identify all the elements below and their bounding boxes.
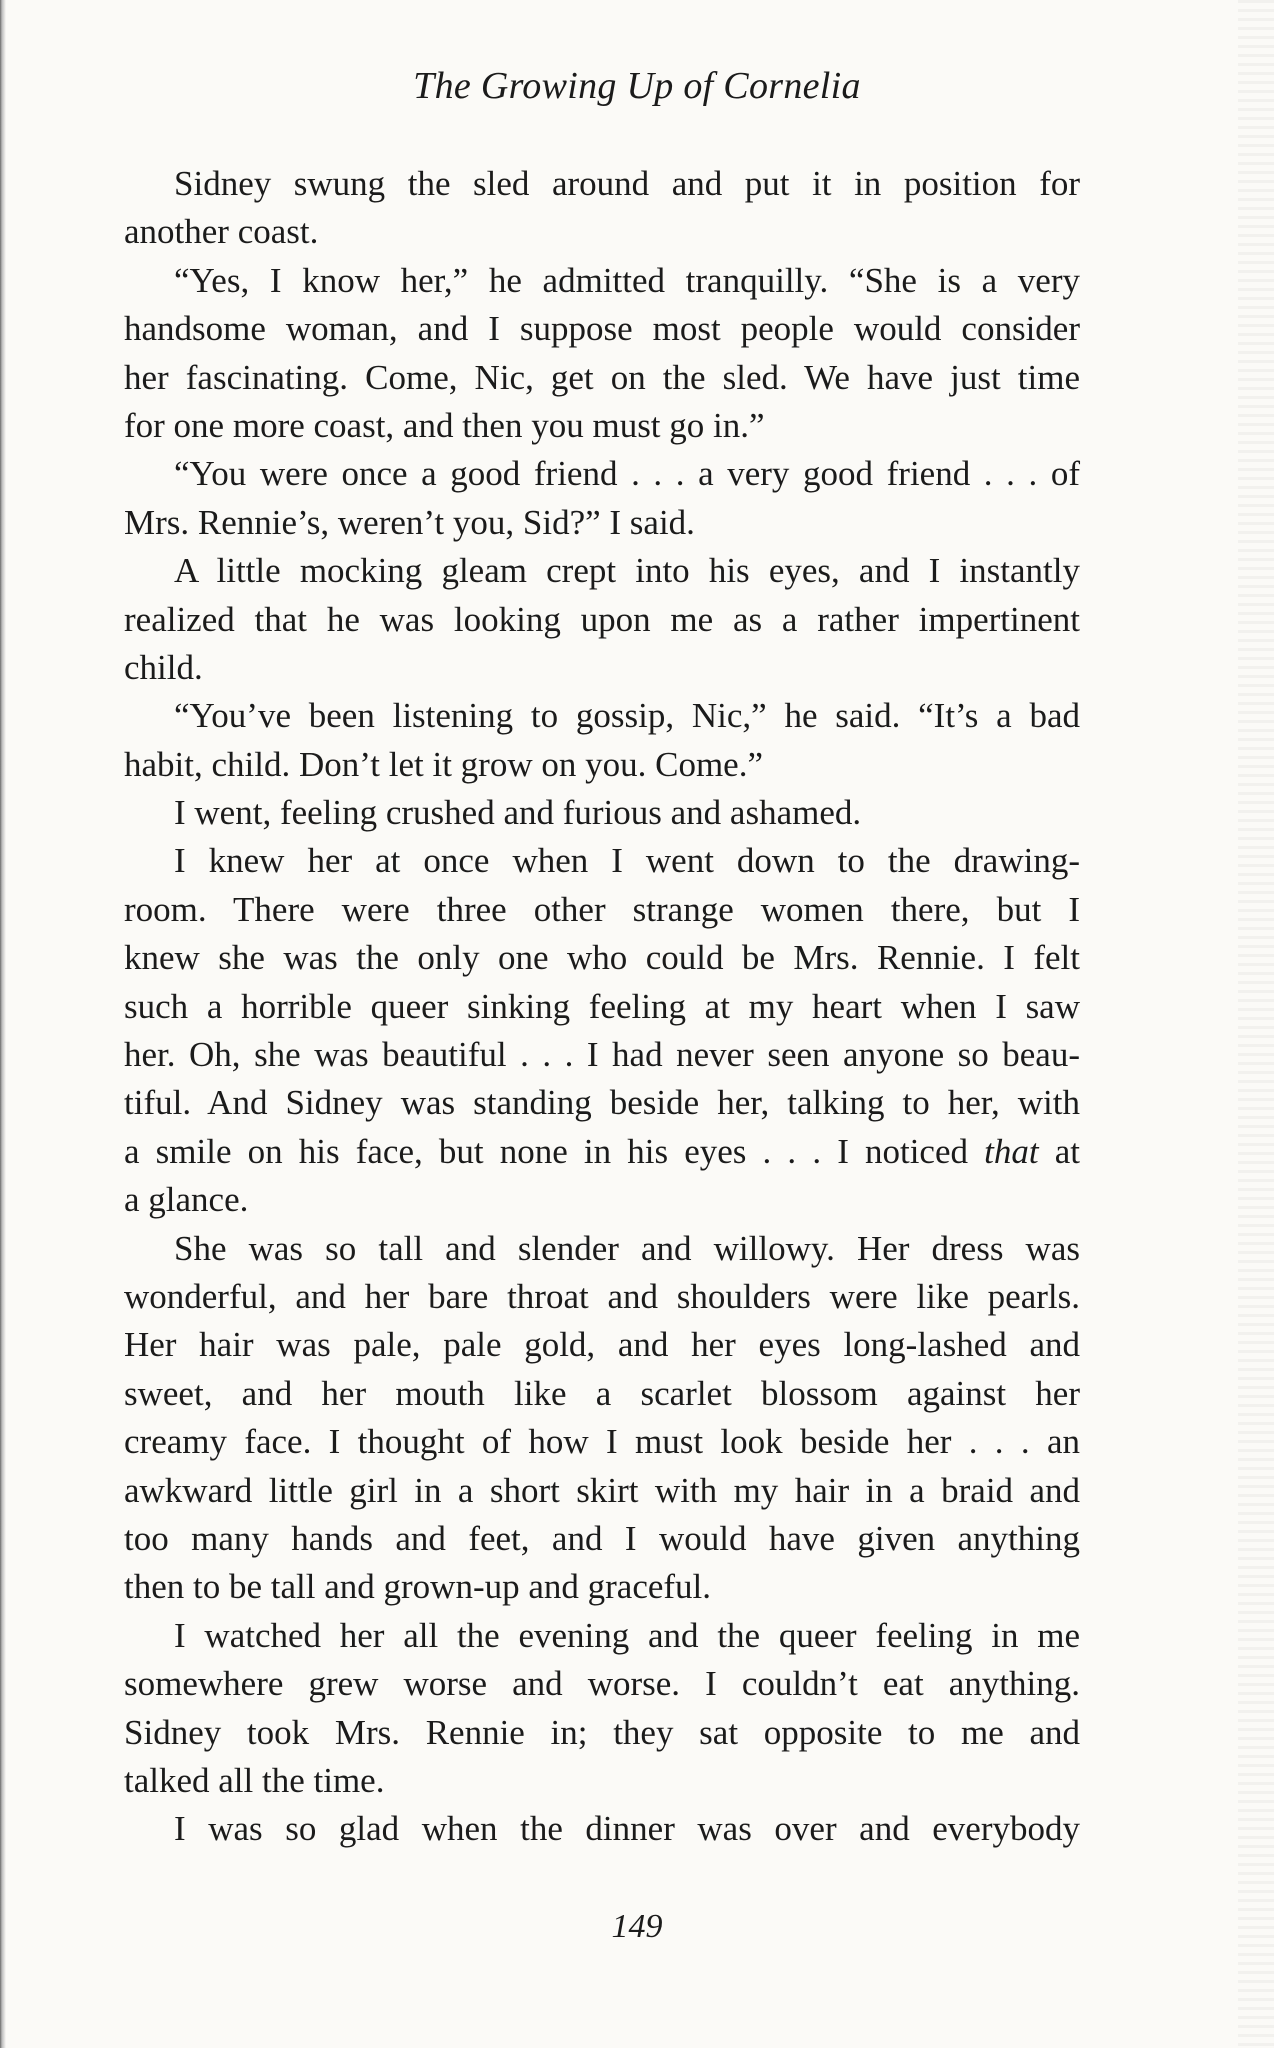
scan-edge-right — [1238, 0, 1274, 2048]
text-line: Mrs. Rennie’s, weren’t you, Sid?” I said. — [124, 502, 695, 542]
text-line: I was so glad when the dinner was over and everybody — [174, 1809, 1080, 1849]
text-line: then to be tall and grown-up and graceful. — [124, 1567, 712, 1607]
text-line: another coast. — [124, 212, 319, 252]
text-line: handsome woman, and I suppose most people would consider — [124, 309, 1080, 349]
text-line: Her hair was pale, pale gold, and her eyes long-lashed and — [124, 1325, 1080, 1365]
text-line: child. — [124, 647, 203, 687]
text-line: such a horrible queer sinking feeling at my heart when I saw — [124, 986, 1080, 1026]
text-line: awkward little girl in a short skirt with my hair in a braid and — [124, 1470, 1080, 1510]
scan-edge-left — [0, 0, 6, 2048]
text-line: talked all the time. — [124, 1760, 385, 1800]
text-line: Sidney swung the sled around and put it in position for — [174, 164, 1080, 203]
text-line: knew she was the only one who could be Mrs. Rennie. I felt — [124, 938, 1080, 978]
text-line: habit, child. Don’t let it grow on you. Come.” — [124, 744, 763, 784]
text-line: I went, feeling crushed and furious and ashamed. — [174, 793, 862, 833]
text-line: A little mocking gleam crept into his eyes, and I instantly — [174, 551, 1080, 591]
text-line: “You were once a good friend . . . a very good friend . . . of — [174, 454, 1080, 494]
body-text — [124, 160, 1080, 1854]
text-line: her. Oh, she was beautiful . . . I had never seen anyone so beau- — [124, 1035, 1080, 1075]
text-line: Sidney took Mrs. Rennie in; they sat opposite to me and — [124, 1712, 1080, 1752]
text-line: wonderful, and her bare throat and shoulders were like pearls. — [124, 1276, 1080, 1316]
text-line: I watched her all the evening and the queer feeling in me — [174, 1615, 1080, 1655]
text-line: realized that he was looking upon me as a rather impertinent — [124, 599, 1080, 639]
text-line: tiful. And Sidney was standing beside her, talking to her, with — [124, 1083, 1080, 1123]
text-line: “Yes, I know her,” he admitted tranquilly. “She is a very — [174, 260, 1080, 300]
text-line: room. There were three other strange women there, but I — [124, 889, 1080, 929]
emphasis: that — [984, 1131, 1039, 1171]
text-line: for one more coast, and then you must go in.” — [124, 405, 765, 445]
text-line: too many hands and feet, and I would have given anything — [124, 1518, 1080, 1558]
text-line: her fascinating. Come, Nic, get on the sled. We have just time — [124, 357, 1080, 397]
page-number: 149 — [611, 1908, 663, 1945]
text-line: She was so tall and slender and willowy. Her dress was — [174, 1228, 1080, 1268]
text-line: “You’ve been listening to gossip, Nic,” he said. “It’s a bad — [174, 696, 1080, 736]
text-line: I knew her at once when I went down to the drawing- — [174, 841, 1080, 881]
text-line: creamy face. I thought of how I must look beside her . . . an — [124, 1422, 1080, 1462]
text-line: sweet, and her mouth like a scarlet blossom against her — [124, 1373, 1080, 1413]
running-head: The Growing Up of Cornelia — [413, 65, 861, 107]
text-line: a glance. — [124, 1180, 249, 1220]
text-line: a smile on his face, but none in his eyes . . . I noticed that at — [124, 1131, 1080, 1171]
text-line: somewhere grew worse and worse. I couldn’t eat anything. — [124, 1664, 1080, 1704]
